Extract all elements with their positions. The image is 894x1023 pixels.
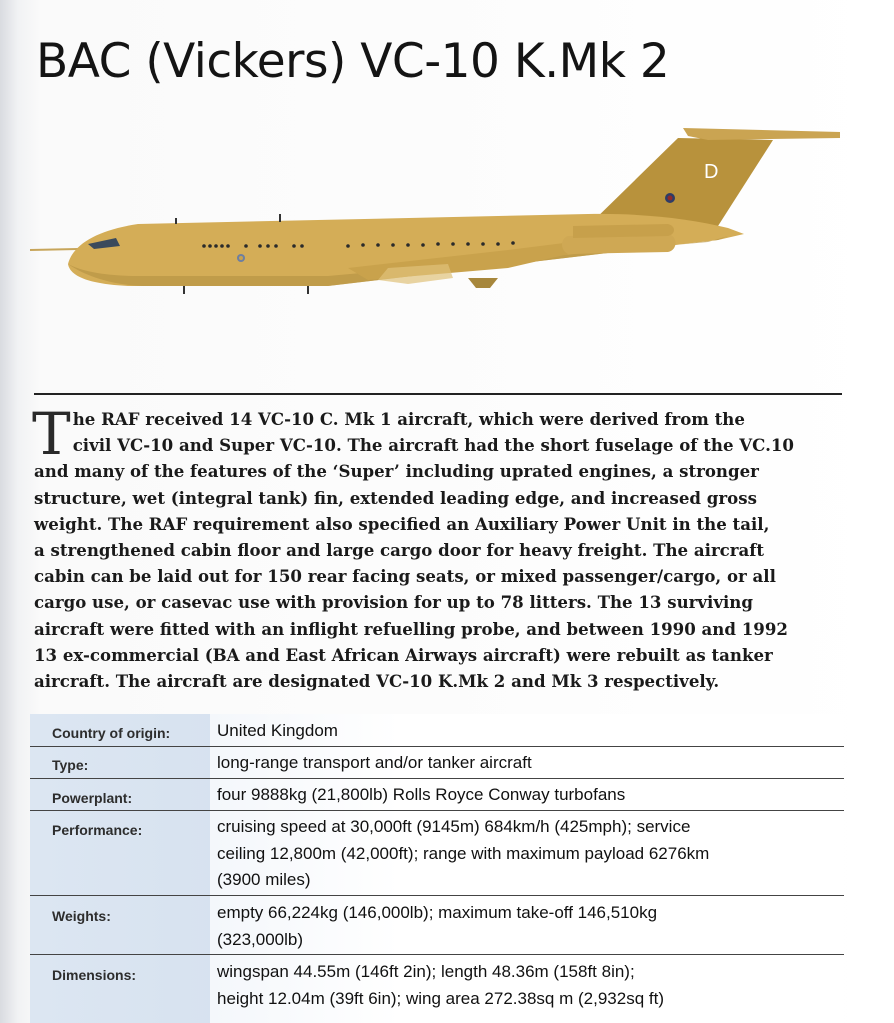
drop-cap: T xyxy=(32,400,71,468)
description-line: cargo use, or casevac use with provision for up to 78 litters. The 13 surviving xyxy=(34,592,753,613)
spec-row-country xyxy=(30,714,844,747)
description-line: a strengthened cabin floor and large cargo door for heavy freight. The aircraft xyxy=(34,540,765,561)
spec-label: Weights: xyxy=(52,908,111,924)
description-paragraph xyxy=(32,400,842,694)
spec-row-type xyxy=(30,747,844,779)
spec-value: cruising speed at 30,000ft (9145m) 684km/h (425mph); service ceiling 12,800m (42,000ft); range with maximum payload 6276km (3900 miles) xyxy=(217,817,710,889)
spec-label: Performance: xyxy=(52,822,143,838)
tail-letter: D xyxy=(704,161,719,183)
description-line: aircraft were fitted with an inflight refuelling probe, and between 1990 and 1992 xyxy=(34,618,788,639)
description-line: civil VC-10 and Super VC-10. The aircraft had the short fuselage of the VC.10 xyxy=(72,435,794,456)
spec-row-performance xyxy=(30,811,844,896)
description-line: aircraft. The aircraft are designated VC-10 K.Mk 2 and Mk 3 respectively. xyxy=(34,671,720,692)
spec-row-powerplant xyxy=(30,779,844,811)
spec-value: United Kingdom xyxy=(217,721,338,740)
spec-label: Dimensions: xyxy=(52,967,137,983)
spec-value: four 9888kg (21,800lb) Rolls Royce Conway turbofans xyxy=(217,785,626,804)
specifications-table xyxy=(30,714,844,1023)
description-line: 13 ex-commercial (BA and East African Airways aircraft) were rebuilt as tanker xyxy=(34,644,773,665)
page-title: BAC (Vickers) VC-10 K.Mk 2 xyxy=(36,34,670,89)
spec-label: Powerplant: xyxy=(52,790,133,806)
description-line: he RAF received 14 VC-10 C. Mk 1 aircraft, which were derived from the xyxy=(72,409,745,429)
spec-value: long-range transport and/or tanker aircraft xyxy=(217,753,532,772)
spec-row-dimensions xyxy=(30,955,844,1023)
spec-label: Type: xyxy=(52,757,89,773)
spec-row-weights xyxy=(30,896,844,955)
spec-value: wingspan 44.55m (146ft 2in); length 48.36m (158ft 8in); height 12.04m (39ft 6in); wing area 272.38sq m (2,932sq ft) xyxy=(217,962,664,1008)
spec-value: empty 66,224kg (146,000lb); maximum take-off 146,510kg (323,000lb) xyxy=(217,903,658,949)
description-line: cabin can be laid out for 150 rear facing seats, or mixed passenger/cargo, or all xyxy=(34,566,776,587)
description-line: and many of the features of the ‘Super’ including uprated engines, a stronger xyxy=(34,461,759,482)
spec-label: Country of origin: xyxy=(52,725,171,741)
section-divider xyxy=(34,393,842,395)
description-line: weight. The RAF requirement also specified an Auxiliary Power Unit in the tail, xyxy=(34,513,770,534)
aircraft-illustration xyxy=(28,118,848,308)
description-line: structure, wet (integral tank) fin, extended leading edge, and increased gross xyxy=(34,487,757,508)
